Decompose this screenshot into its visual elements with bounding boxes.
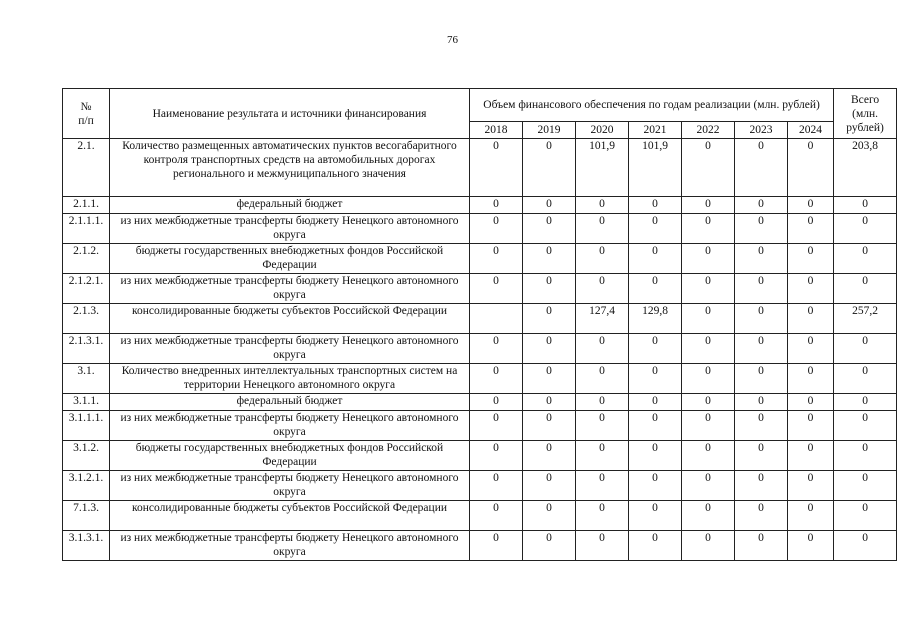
- value-cell: 0: [523, 364, 576, 394]
- value-cell: 0: [735, 304, 788, 334]
- value-cell: 0: [576, 364, 629, 394]
- row-number: 3.1.2.: [63, 441, 110, 471]
- value-cell: 0: [523, 334, 576, 364]
- value-cell: 0: [735, 364, 788, 394]
- value-cell: 0: [523, 197, 576, 214]
- value-cell: 0: [682, 304, 735, 334]
- value-cell: 0: [470, 471, 523, 501]
- value-cell: 0: [629, 531, 682, 561]
- value-cell: 0: [788, 244, 834, 274]
- value-cell: 0: [788, 441, 834, 471]
- row-name: консолидированные бюджеты субъектов Российской Федерации: [110, 304, 470, 334]
- table-row: [63, 364, 897, 394]
- total-cell: 0: [834, 244, 897, 274]
- value-cell: 0: [576, 394, 629, 411]
- table-row: [63, 274, 897, 304]
- value-cell: 0: [682, 411, 735, 441]
- value-cell: 0: [470, 214, 523, 244]
- value-cell: 0: [682, 364, 735, 394]
- value-cell: 129,8: [629, 304, 682, 334]
- total-cell: 0: [834, 411, 897, 441]
- value-cell: 0: [576, 531, 629, 561]
- header-year: 2018: [470, 122, 523, 139]
- total-cell: 0: [834, 364, 897, 394]
- value-cell: 0: [788, 501, 834, 531]
- value-cell: 0: [735, 334, 788, 364]
- row-number: 3.1.2.1.: [63, 471, 110, 501]
- total-cell: 257,2: [834, 304, 897, 334]
- value-cell: 0: [629, 214, 682, 244]
- value-cell: 0: [470, 364, 523, 394]
- table-row: [63, 304, 897, 334]
- row-number: 3.1.: [63, 364, 110, 394]
- row-name: из них межбюджетные трансферты бюджету Ненецкого автономного округа: [110, 531, 470, 561]
- value-cell: 0: [788, 471, 834, 501]
- table-row: [63, 139, 897, 197]
- value-cell: 0: [576, 501, 629, 531]
- value-cell: 0: [788, 139, 834, 197]
- value-cell: 0: [629, 501, 682, 531]
- row-number: 2.1.1.: [63, 197, 110, 214]
- header-year: 2023: [735, 122, 788, 139]
- value-cell: 0: [470, 531, 523, 561]
- row-number: 2.1.1.1.: [63, 214, 110, 244]
- value-cell: 0: [576, 441, 629, 471]
- value-cell: 0: [788, 304, 834, 334]
- value-cell: 0: [788, 531, 834, 561]
- value-cell: 0: [470, 274, 523, 304]
- value-cell: 0: [735, 411, 788, 441]
- value-cell: 0: [523, 501, 576, 531]
- value-cell: 0: [576, 197, 629, 214]
- table-row: [63, 334, 897, 364]
- value-cell: 0: [629, 411, 682, 441]
- table-row: [63, 501, 897, 531]
- row-name: Количество внедренных интеллектуальных транспортных систем на территории Ненецкого автономного округа: [110, 364, 470, 394]
- row-name: бюджеты государственных внебюджетных фондов Российской Федерации: [110, 441, 470, 471]
- value-cell: 0: [788, 214, 834, 244]
- value-cell: 0: [523, 394, 576, 411]
- row-number: 3.1.1.: [63, 394, 110, 411]
- row-number: 2.1.3.1.: [63, 334, 110, 364]
- value-cell: 0: [682, 394, 735, 411]
- total-cell: 203,8: [834, 139, 897, 197]
- value-cell: 0: [682, 501, 735, 531]
- value-cell: [470, 304, 523, 334]
- row-number: 7.1.3.: [63, 501, 110, 531]
- value-cell: 101,9: [576, 139, 629, 197]
- value-cell: 0: [629, 244, 682, 274]
- value-cell: 0: [470, 411, 523, 441]
- page-number: 76: [447, 34, 458, 46]
- table-row: [63, 197, 897, 214]
- value-cell: 0: [629, 197, 682, 214]
- header-num: № п/п: [63, 89, 110, 139]
- financing-table: [62, 88, 897, 561]
- row-name: консолидированные бюджеты субъектов Российской Федерации: [110, 501, 470, 531]
- value-cell: 0: [682, 274, 735, 304]
- value-cell: 0: [682, 244, 735, 274]
- value-cell: 0: [682, 531, 735, 561]
- header-year: 2021: [629, 122, 682, 139]
- row-number: 2.1.3.: [63, 304, 110, 334]
- total-cell: 0: [834, 214, 897, 244]
- value-cell: 0: [629, 274, 682, 304]
- row-name: из них межбюджетные трансферты бюджету Ненецкого автономного округа: [110, 334, 470, 364]
- total-cell: 0: [834, 197, 897, 214]
- value-cell: 0: [523, 531, 576, 561]
- value-cell: 0: [576, 214, 629, 244]
- total-cell: 0: [834, 501, 897, 531]
- value-cell: 0: [523, 441, 576, 471]
- header-volume: Объем финансового обеспечения по годам реализации (млн. рублей): [470, 89, 834, 122]
- row-number: 2.1.2.1.: [63, 274, 110, 304]
- value-cell: 0: [682, 334, 735, 364]
- row-name: из них межбюджетные трансферты бюджету Ненецкого автономного округа: [110, 411, 470, 441]
- row-number: 2.1.2.: [63, 244, 110, 274]
- value-cell: 0: [682, 441, 735, 471]
- value-cell: 0: [523, 471, 576, 501]
- total-cell: 0: [834, 441, 897, 471]
- row-number: 3.1.1.1.: [63, 411, 110, 441]
- value-cell: 0: [523, 139, 576, 197]
- value-cell: 0: [576, 411, 629, 441]
- value-cell: 0: [470, 394, 523, 411]
- table-row: [63, 441, 897, 471]
- table-row: [63, 531, 897, 561]
- value-cell: 0: [629, 441, 682, 471]
- value-cell: 0: [735, 139, 788, 197]
- header-year: 2022: [682, 122, 735, 139]
- value-cell: 127,4: [576, 304, 629, 334]
- row-number: 2.1.: [63, 139, 110, 197]
- table-row: [63, 214, 897, 244]
- total-cell: 0: [834, 334, 897, 364]
- header-year: 2024: [788, 122, 834, 139]
- value-cell: 0: [735, 394, 788, 411]
- value-cell: 0: [523, 214, 576, 244]
- total-cell: 0: [834, 274, 897, 304]
- value-cell: 0: [735, 244, 788, 274]
- value-cell: 0: [470, 334, 523, 364]
- value-cell: 0: [682, 214, 735, 244]
- header-total: Всего (млн. рублей): [834, 89, 897, 139]
- header-year: 2019: [523, 122, 576, 139]
- value-cell: 0: [735, 471, 788, 501]
- value-cell: 0: [629, 471, 682, 501]
- value-cell: 0: [470, 197, 523, 214]
- table-row: [63, 244, 897, 274]
- value-cell: 0: [682, 197, 735, 214]
- value-cell: 0: [629, 364, 682, 394]
- value-cell: 0: [523, 244, 576, 274]
- row-name: федеральный бюджет: [110, 394, 470, 411]
- value-cell: 0: [735, 214, 788, 244]
- value-cell: 0: [470, 139, 523, 197]
- value-cell: 0: [629, 394, 682, 411]
- value-cell: 0: [788, 274, 834, 304]
- value-cell: 0: [735, 441, 788, 471]
- value-cell: 0: [735, 274, 788, 304]
- header-name: Наименование результата и источники финансирования: [110, 89, 470, 139]
- total-cell: 0: [834, 531, 897, 561]
- value-cell: 0: [682, 139, 735, 197]
- value-cell: 0: [788, 411, 834, 441]
- value-cell: 0: [735, 531, 788, 561]
- row-name: Количество размещенных автоматических пунктов весогабаритного контроля транспортных средств на автомобильных дорогах регионального и межмуниципального значения: [110, 139, 470, 197]
- row-name: из них межбюджетные трансферты бюджету Ненецкого автономного округа: [110, 471, 470, 501]
- table-row: [63, 471, 897, 501]
- row-number: 3.1.3.1.: [63, 531, 110, 561]
- value-cell: 0: [788, 197, 834, 214]
- value-cell: 0: [735, 501, 788, 531]
- row-name: федеральный бюджет: [110, 197, 470, 214]
- total-cell: 0: [834, 394, 897, 411]
- value-cell: 0: [629, 334, 682, 364]
- total-cell: 0: [834, 471, 897, 501]
- value-cell: 0: [576, 471, 629, 501]
- value-cell: 0: [788, 394, 834, 411]
- value-cell: 0: [470, 441, 523, 471]
- value-cell: 0: [523, 274, 576, 304]
- row-name: из них межбюджетные трансферты бюджету Ненецкого автономного округа: [110, 214, 470, 244]
- value-cell: 0: [470, 501, 523, 531]
- value-cell: 0: [523, 411, 576, 441]
- value-cell: 0: [788, 334, 834, 364]
- value-cell: 101,9: [629, 139, 682, 197]
- value-cell: 0: [735, 197, 788, 214]
- table-row: [63, 411, 897, 441]
- header-year: 2020: [576, 122, 629, 139]
- value-cell: 0: [576, 334, 629, 364]
- value-cell: 0: [523, 304, 576, 334]
- row-name: из них межбюджетные трансферты бюджету Ненецкого автономного округа: [110, 274, 470, 304]
- value-cell: 0: [788, 364, 834, 394]
- table-row: [63, 394, 897, 411]
- value-cell: 0: [576, 244, 629, 274]
- value-cell: 0: [682, 471, 735, 501]
- value-cell: 0: [576, 274, 629, 304]
- value-cell: 0: [470, 244, 523, 274]
- row-name: бюджеты государственных внебюджетных фондов Российской Федерации: [110, 244, 470, 274]
